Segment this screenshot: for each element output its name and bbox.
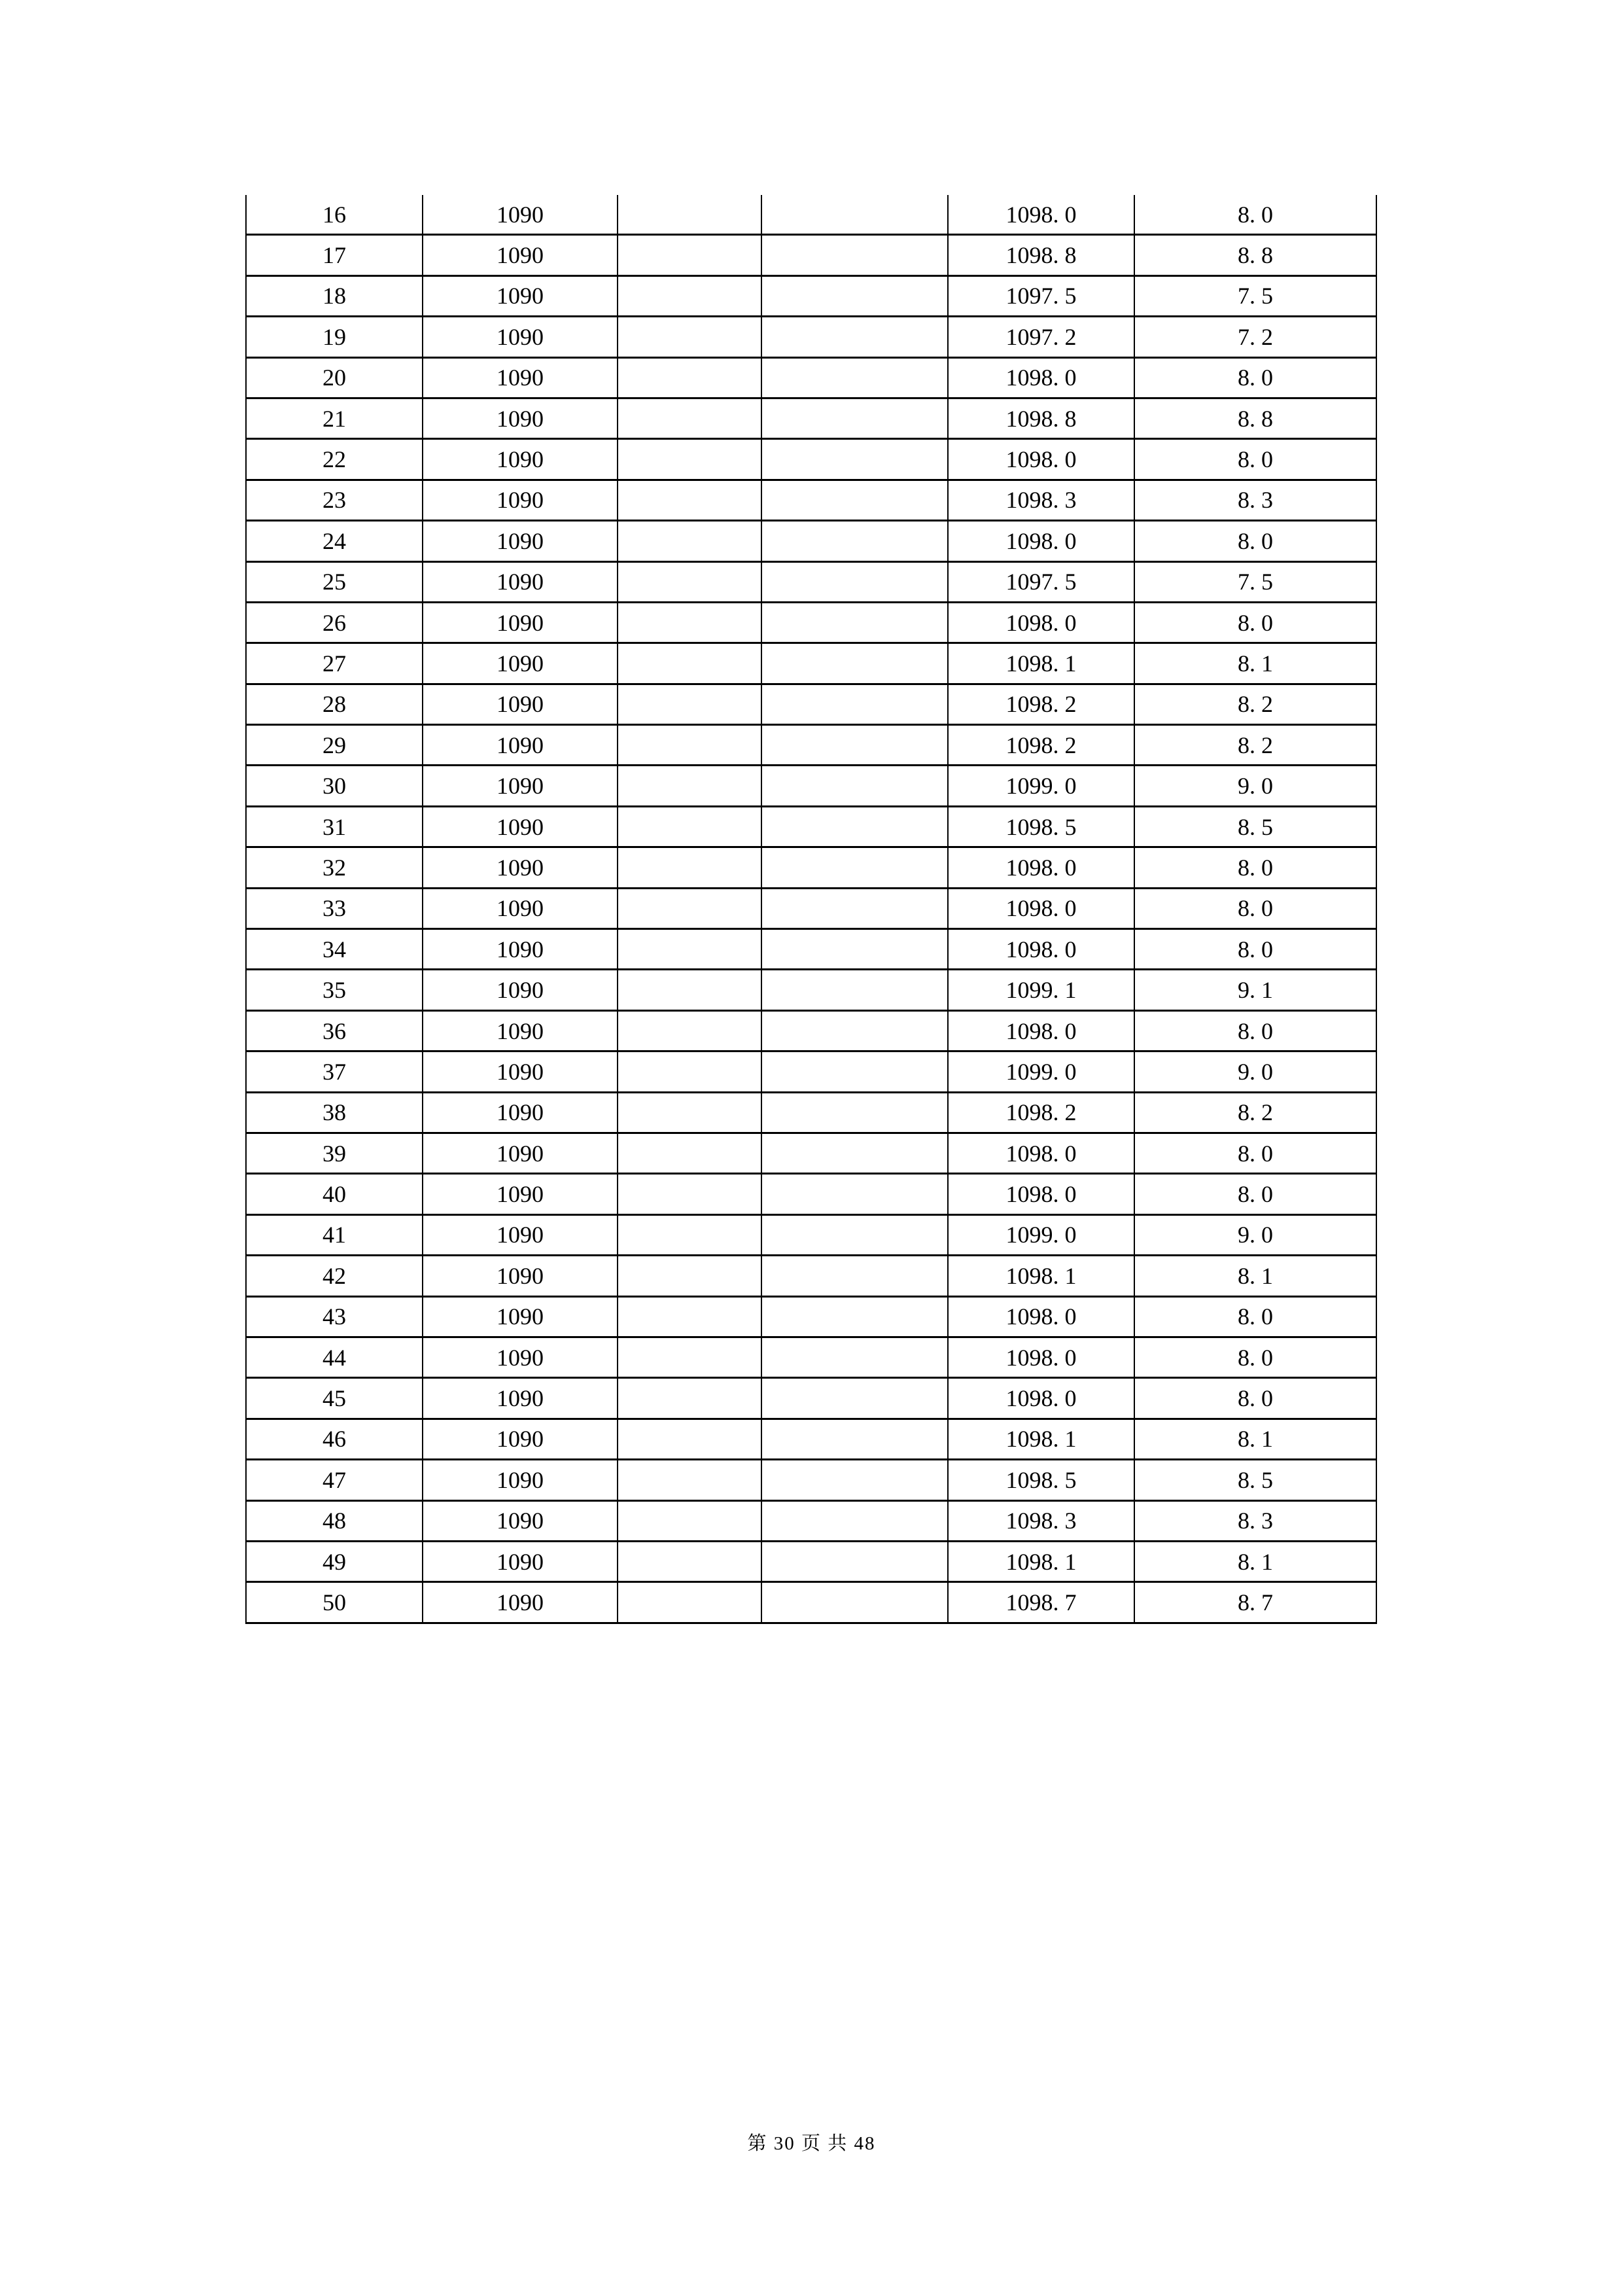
cell-nominal-value: 1090 xyxy=(423,1092,618,1133)
cell-nominal-value: 1090 xyxy=(423,195,618,235)
cell-empty-2 xyxy=(761,1133,948,1173)
cell-row-number: 38 xyxy=(246,1092,423,1133)
cell-empty-2 xyxy=(761,602,948,643)
page-number-footer: 第 30 页 共 48 xyxy=(747,2133,876,2154)
cell-nominal-value: 1090 xyxy=(423,888,618,928)
table-row xyxy=(246,275,1376,316)
cell-row-number: 22 xyxy=(246,439,423,480)
cell-deviation: 8. 0 xyxy=(1134,439,1376,480)
cell-empty-2 xyxy=(761,1051,948,1092)
cell-measured-value: 1097. 2 xyxy=(948,317,1134,357)
cell-deviation: 8. 5 xyxy=(1134,806,1376,847)
cell-empty-2 xyxy=(761,1582,948,1623)
cell-row-number: 28 xyxy=(246,684,423,724)
cell-deviation: 8. 0 xyxy=(1134,1337,1376,1377)
cell-measured-value: 1098. 7 xyxy=(948,1582,1134,1623)
table-row xyxy=(246,1092,1376,1133)
cell-empty-1 xyxy=(618,806,761,847)
cell-nominal-value: 1090 xyxy=(423,480,618,520)
cell-deviation: 8. 1 xyxy=(1134,1541,1376,1581)
cell-empty-2 xyxy=(761,480,948,520)
cell-empty-2 xyxy=(761,1460,948,1500)
cell-row-number: 45 xyxy=(246,1378,423,1419)
cell-measured-value: 1098. 2 xyxy=(948,725,1134,766)
cell-empty-2 xyxy=(761,1419,948,1459)
table-row xyxy=(246,480,1376,520)
cell-nominal-value: 1090 xyxy=(423,235,618,275)
cell-empty-1 xyxy=(618,643,761,684)
cell-deviation: 8. 8 xyxy=(1134,235,1376,275)
cell-measured-value: 1098. 5 xyxy=(948,1460,1134,1500)
cell-nominal-value: 1090 xyxy=(423,1582,618,1623)
cell-row-number: 16 xyxy=(246,195,423,235)
cell-empty-1 xyxy=(618,480,761,520)
cell-empty-1 xyxy=(618,1582,761,1623)
cell-empty-1 xyxy=(618,398,761,438)
cell-empty-2 xyxy=(761,521,948,561)
cell-row-number: 50 xyxy=(246,1582,423,1623)
cell-row-number: 41 xyxy=(246,1214,423,1255)
cell-deviation: 8. 1 xyxy=(1134,643,1376,684)
cell-row-number: 27 xyxy=(246,643,423,684)
cell-measured-value: 1098. 5 xyxy=(948,806,1134,847)
cell-nominal-value: 1090 xyxy=(423,1214,618,1255)
cell-empty-1 xyxy=(618,1296,761,1337)
cell-measured-value: 1099. 1 xyxy=(948,970,1134,1010)
table-row xyxy=(246,684,1376,724)
cell-nominal-value: 1090 xyxy=(423,602,618,643)
cell-nominal-value: 1090 xyxy=(423,561,618,602)
table-row xyxy=(246,357,1376,398)
cell-deviation: 8. 1 xyxy=(1134,1256,1376,1296)
cell-empty-2 xyxy=(761,806,948,847)
cell-deviation: 8. 7 xyxy=(1134,1582,1376,1623)
cell-row-number: 36 xyxy=(246,1010,423,1051)
cell-empty-2 xyxy=(761,684,948,724)
table-row xyxy=(246,195,1376,235)
cell-deviation: 8. 0 xyxy=(1134,929,1376,970)
cell-nominal-value: 1090 xyxy=(423,521,618,561)
table-row xyxy=(246,643,1376,684)
cell-row-number: 20 xyxy=(246,357,423,398)
cell-deviation: 8. 8 xyxy=(1134,398,1376,438)
cell-empty-1 xyxy=(618,1092,761,1133)
cell-row-number: 32 xyxy=(246,847,423,888)
cell-empty-2 xyxy=(761,643,948,684)
cell-measured-value: 1098. 2 xyxy=(948,1092,1134,1133)
cell-empty-2 xyxy=(761,235,948,275)
cell-row-number: 24 xyxy=(246,521,423,561)
cell-measured-value: 1098. 1 xyxy=(948,1419,1134,1459)
table-row xyxy=(246,847,1376,888)
cell-measured-value: 1098. 1 xyxy=(948,1541,1134,1581)
cell-row-number: 17 xyxy=(246,235,423,275)
cell-empty-2 xyxy=(761,725,948,766)
cell-empty-1 xyxy=(618,1378,761,1419)
cell-deviation: 8. 1 xyxy=(1134,1419,1376,1459)
cell-row-number: 40 xyxy=(246,1174,423,1214)
cell-empty-2 xyxy=(761,398,948,438)
cell-row-number: 25 xyxy=(246,561,423,602)
cell-empty-1 xyxy=(618,1133,761,1173)
cell-nominal-value: 1090 xyxy=(423,643,618,684)
cell-row-number: 46 xyxy=(246,1419,423,1459)
table-row xyxy=(246,1051,1376,1092)
cell-row-number: 21 xyxy=(246,398,423,438)
cell-row-number: 49 xyxy=(246,1541,423,1581)
cell-empty-2 xyxy=(761,1174,948,1214)
cell-empty-1 xyxy=(618,602,761,643)
cell-empty-2 xyxy=(761,847,948,888)
table-row xyxy=(246,1460,1376,1500)
cell-nominal-value: 1090 xyxy=(423,1378,618,1419)
cell-deviation: 8. 0 xyxy=(1134,1378,1376,1419)
cell-nominal-value: 1090 xyxy=(423,684,618,724)
cell-row-number: 23 xyxy=(246,480,423,520)
cell-empty-2 xyxy=(761,929,948,970)
table-row xyxy=(246,1296,1376,1337)
table-row xyxy=(246,806,1376,847)
cell-empty-1 xyxy=(618,1051,761,1092)
cell-row-number: 48 xyxy=(246,1500,423,1541)
cell-empty-1 xyxy=(618,929,761,970)
cell-nominal-value: 1090 xyxy=(423,1337,618,1377)
cell-empty-1 xyxy=(618,1541,761,1581)
cell-measured-value: 1098. 0 xyxy=(948,847,1134,888)
cell-nominal-value: 1090 xyxy=(423,1256,618,1296)
cell-measured-value: 1098. 2 xyxy=(948,684,1134,724)
cell-measured-value: 1098. 0 xyxy=(948,195,1134,235)
cell-empty-1 xyxy=(618,1460,761,1500)
cell-nominal-value: 1090 xyxy=(423,1174,618,1214)
cell-nominal-value: 1090 xyxy=(423,1541,618,1581)
cell-empty-2 xyxy=(761,195,948,235)
cell-empty-2 xyxy=(761,1296,948,1337)
cell-deviation: 9. 0 xyxy=(1134,1214,1376,1255)
cell-row-number: 37 xyxy=(246,1051,423,1092)
cell-empty-1 xyxy=(618,275,761,316)
cell-nominal-value: 1090 xyxy=(423,1296,618,1337)
cell-deviation: 8. 0 xyxy=(1134,521,1376,561)
cell-deviation: 8. 5 xyxy=(1134,1460,1376,1500)
cell-deviation: 8. 0 xyxy=(1134,1174,1376,1214)
cell-deviation: 8. 2 xyxy=(1134,684,1376,724)
cell-measured-value: 1098. 0 xyxy=(948,888,1134,928)
cell-empty-1 xyxy=(618,561,761,602)
cell-nominal-value: 1090 xyxy=(423,398,618,438)
cell-nominal-value: 1090 xyxy=(423,1010,618,1051)
cell-measured-value: 1098. 3 xyxy=(948,1500,1134,1541)
cell-deviation: 8. 0 xyxy=(1134,847,1376,888)
cell-empty-1 xyxy=(618,725,761,766)
cell-empty-2 xyxy=(761,561,948,602)
cell-empty-2 xyxy=(761,1256,948,1296)
cell-empty-1 xyxy=(618,888,761,928)
table-row xyxy=(246,1133,1376,1173)
cell-nominal-value: 1090 xyxy=(423,806,618,847)
cell-deviation: 9. 0 xyxy=(1134,766,1376,806)
cell-row-number: 31 xyxy=(246,806,423,847)
cell-deviation: 8. 3 xyxy=(1134,1500,1376,1541)
cell-empty-1 xyxy=(618,1419,761,1459)
cell-measured-value: 1098. 0 xyxy=(948,929,1134,970)
cell-empty-1 xyxy=(618,970,761,1010)
cell-empty-1 xyxy=(618,235,761,275)
table-row xyxy=(246,888,1376,928)
table-row xyxy=(246,235,1376,275)
cell-measured-value: 1098. 1 xyxy=(948,1256,1134,1296)
table-row xyxy=(246,929,1376,970)
cell-nominal-value: 1090 xyxy=(423,725,618,766)
cell-empty-1 xyxy=(618,357,761,398)
cell-measured-value: 1098. 0 xyxy=(948,1296,1134,1337)
cell-deviation: 8. 0 xyxy=(1134,602,1376,643)
cell-row-number: 43 xyxy=(246,1296,423,1337)
cell-deviation: 9. 0 xyxy=(1134,1051,1376,1092)
cell-row-number: 33 xyxy=(246,888,423,928)
cell-measured-value: 1098. 0 xyxy=(948,521,1134,561)
cell-empty-1 xyxy=(618,847,761,888)
table-row xyxy=(246,1214,1376,1255)
cell-empty-2 xyxy=(761,766,948,806)
cell-measured-value: 1099. 0 xyxy=(948,1051,1134,1092)
cell-nominal-value: 1090 xyxy=(423,1133,618,1173)
cell-deviation: 8. 2 xyxy=(1134,1092,1376,1133)
cell-nominal-value: 1090 xyxy=(423,1500,618,1541)
cell-nominal-value: 1090 xyxy=(423,275,618,316)
table-row xyxy=(246,398,1376,438)
cell-nominal-value: 1090 xyxy=(423,970,618,1010)
cell-measured-value: 1098. 0 xyxy=(948,357,1134,398)
table-row xyxy=(246,602,1376,643)
table-row xyxy=(246,766,1376,806)
cell-empty-1 xyxy=(618,1256,761,1296)
cell-empty-2 xyxy=(761,1337,948,1377)
table-row xyxy=(246,561,1376,602)
cell-row-number: 42 xyxy=(246,1256,423,1296)
cell-nominal-value: 1090 xyxy=(423,847,618,888)
cell-empty-1 xyxy=(618,1337,761,1377)
table-row xyxy=(246,317,1376,357)
cell-measured-value: 1098. 0 xyxy=(948,1378,1134,1419)
table-row xyxy=(246,439,1376,480)
cell-deviation: 7. 5 xyxy=(1134,275,1376,316)
cell-measured-value: 1098. 0 xyxy=(948,1337,1134,1377)
cell-measured-value: 1098. 0 xyxy=(948,1174,1134,1214)
cell-empty-1 xyxy=(618,1500,761,1541)
cell-measured-value: 1097. 5 xyxy=(948,275,1134,316)
cell-row-number: 30 xyxy=(246,766,423,806)
cell-deviation: 9. 1 xyxy=(1134,970,1376,1010)
cell-row-number: 18 xyxy=(246,275,423,316)
data-table xyxy=(245,195,1377,1624)
cell-empty-2 xyxy=(761,317,948,357)
cell-deviation: 8. 0 xyxy=(1134,1296,1376,1337)
cell-nominal-value: 1090 xyxy=(423,1460,618,1500)
cell-measured-value: 1098. 0 xyxy=(948,439,1134,480)
cell-deviation: 8. 0 xyxy=(1134,357,1376,398)
cell-measured-value: 1098. 0 xyxy=(948,1133,1134,1173)
cell-empty-1 xyxy=(618,439,761,480)
cell-empty-2 xyxy=(761,1092,948,1133)
cell-nominal-value: 1090 xyxy=(423,766,618,806)
table-body xyxy=(246,195,1376,1623)
cell-empty-2 xyxy=(761,439,948,480)
cell-measured-value: 1098. 0 xyxy=(948,1010,1134,1051)
cell-measured-value: 1098. 1 xyxy=(948,643,1134,684)
table-row xyxy=(246,725,1376,766)
table-row xyxy=(246,1174,1376,1214)
cell-empty-2 xyxy=(761,1378,948,1419)
cell-row-number: 39 xyxy=(246,1133,423,1173)
table-row xyxy=(246,970,1376,1010)
cell-empty-2 xyxy=(761,357,948,398)
cell-measured-value: 1098. 8 xyxy=(948,235,1134,275)
cell-empty-2 xyxy=(761,1214,948,1255)
cell-empty-1 xyxy=(618,317,761,357)
cell-deviation: 8. 0 xyxy=(1134,1010,1376,1051)
cell-row-number: 34 xyxy=(246,929,423,970)
cell-empty-2 xyxy=(761,970,948,1010)
cell-empty-2 xyxy=(761,1500,948,1541)
cell-nominal-value: 1090 xyxy=(423,1051,618,1092)
cell-empty-1 xyxy=(618,1174,761,1214)
cell-deviation: 8. 0 xyxy=(1134,888,1376,928)
cell-empty-1 xyxy=(618,1214,761,1255)
cell-empty-2 xyxy=(761,888,948,928)
table-row xyxy=(246,521,1376,561)
cell-deviation: 8. 0 xyxy=(1134,195,1376,235)
table-row xyxy=(246,1256,1376,1296)
cell-empty-1 xyxy=(618,684,761,724)
cell-nominal-value: 1090 xyxy=(423,929,618,970)
cell-empty-1 xyxy=(618,195,761,235)
cell-empty-2 xyxy=(761,1010,948,1051)
table-row xyxy=(246,1010,1376,1051)
cell-empty-1 xyxy=(618,766,761,806)
cell-measured-value: 1099. 0 xyxy=(948,766,1134,806)
cell-row-number: 26 xyxy=(246,602,423,643)
cell-nominal-value: 1090 xyxy=(423,317,618,357)
cell-row-number: 29 xyxy=(246,725,423,766)
cell-deviation: 8. 0 xyxy=(1134,1133,1376,1173)
table-row xyxy=(246,1378,1376,1419)
table-row xyxy=(246,1582,1376,1623)
cell-measured-value: 1097. 5 xyxy=(948,561,1134,602)
table-row xyxy=(246,1541,1376,1581)
cell-deviation: 8. 2 xyxy=(1134,725,1376,766)
cell-measured-value: 1098. 8 xyxy=(948,398,1134,438)
cell-measured-value: 1098. 0 xyxy=(948,602,1134,643)
cell-row-number: 44 xyxy=(246,1337,423,1377)
table-row xyxy=(246,1500,1376,1541)
cell-measured-value: 1098. 3 xyxy=(948,480,1134,520)
cell-row-number: 19 xyxy=(246,317,423,357)
cell-nominal-value: 1090 xyxy=(423,439,618,480)
cell-empty-1 xyxy=(618,1010,761,1051)
cell-measured-value: 1099. 0 xyxy=(948,1214,1134,1255)
table-row xyxy=(246,1419,1376,1459)
cell-nominal-value: 1090 xyxy=(423,357,618,398)
cell-deviation: 8. 3 xyxy=(1134,480,1376,520)
cell-row-number: 47 xyxy=(246,1460,423,1500)
cell-row-number: 35 xyxy=(246,970,423,1010)
table-row xyxy=(246,1337,1376,1377)
cell-empty-2 xyxy=(761,1541,948,1581)
cell-deviation: 7. 5 xyxy=(1134,561,1376,602)
cell-deviation: 7. 2 xyxy=(1134,317,1376,357)
cell-empty-2 xyxy=(761,275,948,316)
cell-nominal-value: 1090 xyxy=(423,1419,618,1459)
cell-empty-1 xyxy=(618,521,761,561)
